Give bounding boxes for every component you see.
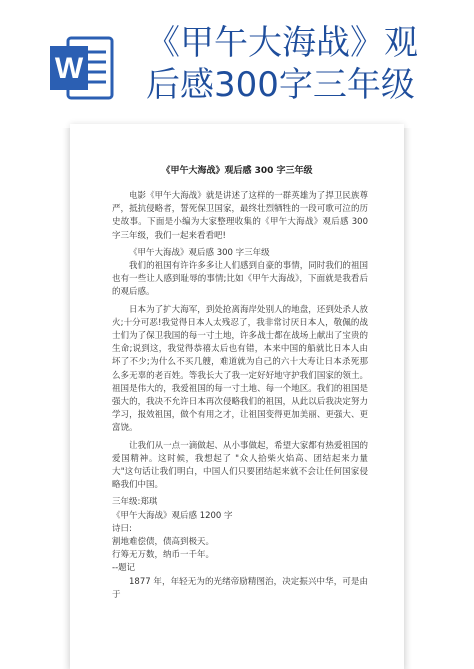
epigraph-label: --题记 xyxy=(112,563,136,574)
page-title-line1: 《甲午大海战》观 xyxy=(146,23,418,63)
poem-line-1: 割地难偿债，债高到极天。 xyxy=(112,537,215,548)
word-logo-icon xyxy=(50,32,114,104)
essay-title-2: 《甲午大海战》观后感 1200 字 xyxy=(112,510,233,521)
paragraph-1: 我们的祖国有许许多多让人们感到自豪的事情，同时我们的祖国也有一些让人感到耻辱的事情;比如《甲午大海战》，下面就是我看后的观后感。 xyxy=(112,261,368,298)
logo-letter: W xyxy=(54,52,84,85)
paragraph-4: 1877 年，年轻无为的光绪帝励精图治，决定振兴中华，可是由于 xyxy=(112,576,368,600)
paragraph-subtitle: 《甲午大海战》观后感 300 字三年级 xyxy=(129,247,270,258)
page-title-line2: 后感300字三年级 xyxy=(146,65,415,105)
author-line: 三年级:郑琪 xyxy=(112,497,158,508)
poem-intro: 诗曰: xyxy=(112,523,132,534)
document-body xyxy=(112,190,368,606)
poem-line-2: 行筹无万数，纳币一千年。 xyxy=(112,550,215,561)
paragraph-2: 日本为了扩大海军，到处抢离海岸处别人的地盘，还到处杀人放火;十分可恶!我觉得日本人太残忍了，我非常讨厌日本人，敬佩的战士们为了保卫我国的每一寸土地，许多战士都在战场上献出了宝贵的生命;说到这，我觉得恭禧太后也有错，本来中国的船就比日本人由坏了不少;为什么不买几艘，难道就为自己的六十大寿让日本杀死那么多无辜的老百姓。等我长大了我一定好好地守护我们国家的领土。祖国是伟大的，我爱祖国的每一寸土地、每一个地区。我们的祖国是强大的，我决不允许日本再次侵略我们的祖国，从此以后我决定努力学习，报效祖国，做个有用之才，让祖国变得更加美丽、更强大、更富饶。 xyxy=(112,304,368,434)
paragraph-3: 让我们从一点一滴做起、从小事做起，希望大家都有热爱祖国的爱国精神。这时候，我想起了 "众人拾柴火焰高、团结起来力量大"这句话让我们明白，中国人们只要团结起来就不会让任何国家侵略我们中国。 xyxy=(112,440,368,491)
paragraph-intro: 电影《甲午大海战》就是讲述了这样的一群英雄为了捍卫民族尊严，抵抗侵略者，誓死保卫国家，最终壮烈牺牲的一段可歌可泣的历史故事。下面是小编为大家整理收集的《甲午大海战》观后感 300 字三年级，我们一起来看看吧! xyxy=(112,191,368,241)
page-title xyxy=(146,22,466,106)
document-title: 《甲午大海战》观后感 300 字三年级 xyxy=(161,166,313,176)
